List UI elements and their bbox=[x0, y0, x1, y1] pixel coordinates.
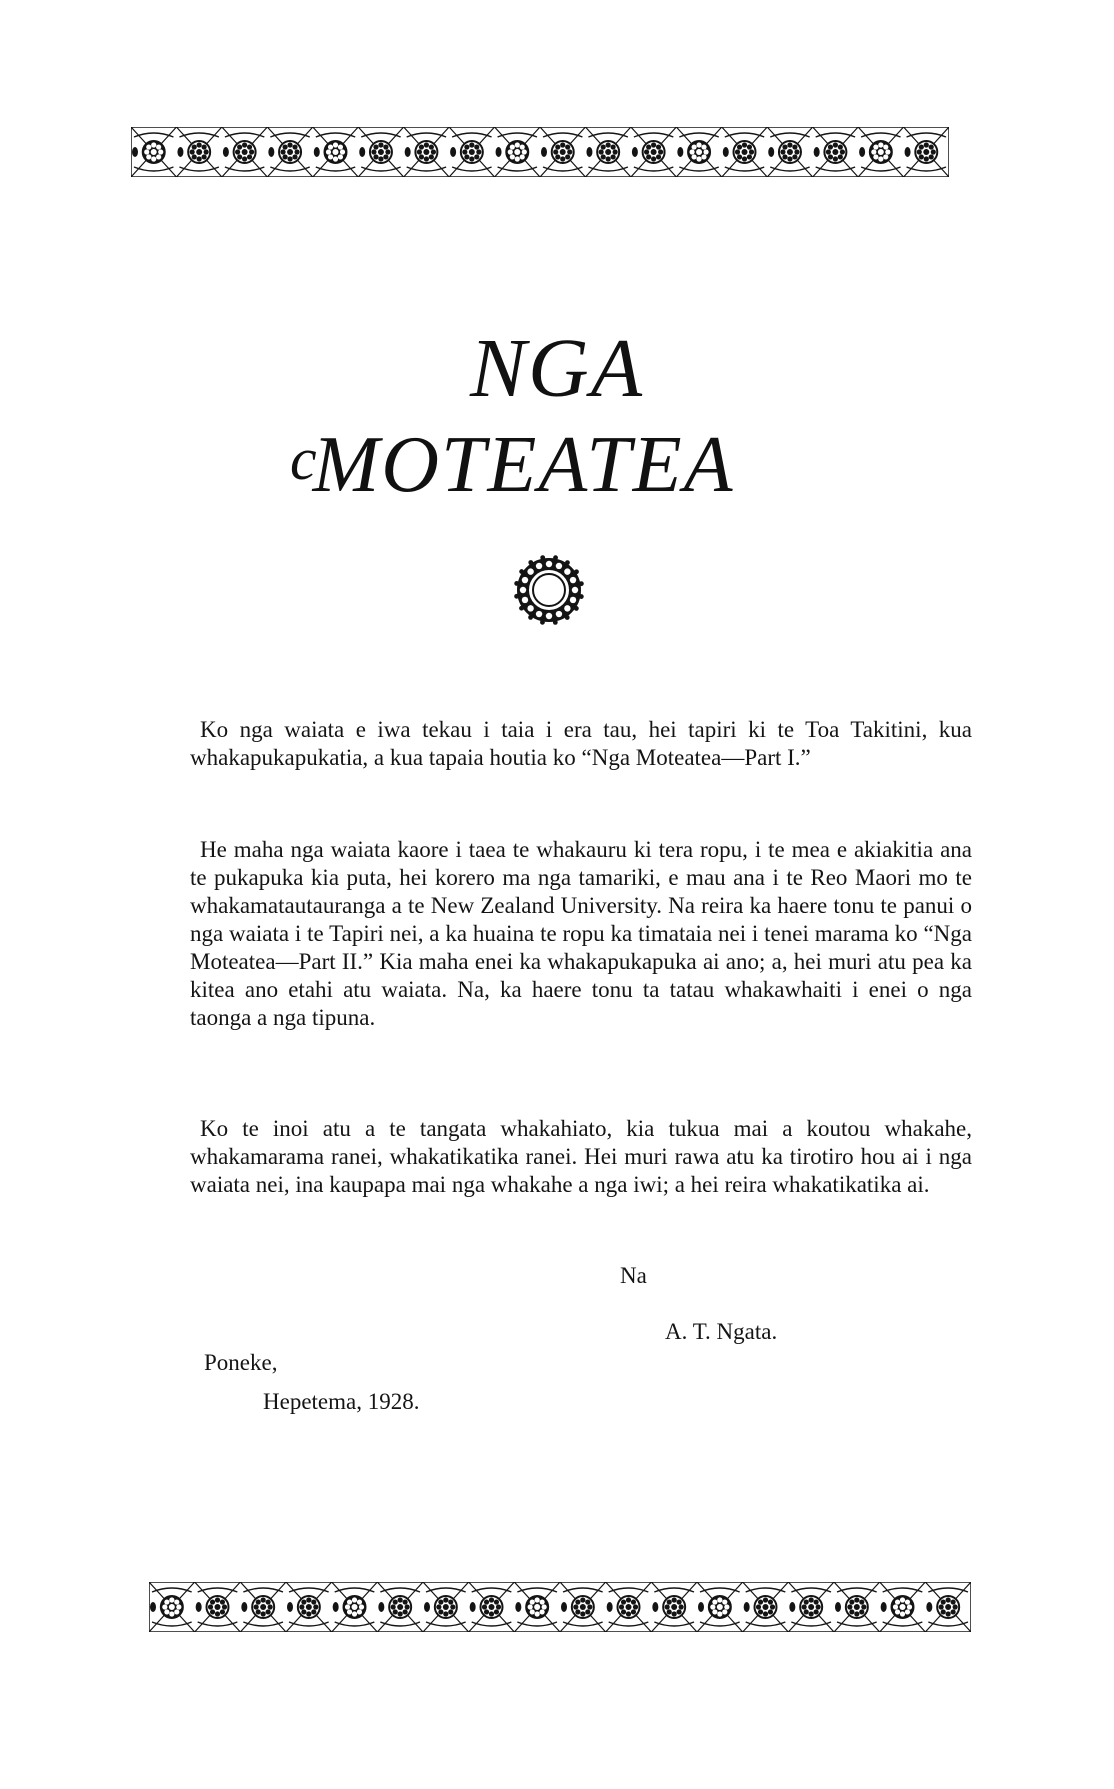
title-line-2-text: MOTEATEA bbox=[312, 421, 735, 509]
top-ornament-border bbox=[0, 127, 1114, 177]
title-swash-letter: c bbox=[290, 426, 319, 492]
signature-prefix: Na bbox=[620, 1263, 647, 1288]
floral-ornament-band-icon bbox=[131, 127, 949, 177]
paragraph-3: Ko te inoi atu a te tangata whakahiato, kia tukua mai a koutou whakahe, whakamarama ranei, whakatikatika ranei. Hei muri rawa atu ka tirotiro hou ai i nga waiata nei, ina kaupapa mai nga whakahe a nga iwi; a hei reira whakatikatika ai. bbox=[190, 1116, 972, 1197]
paragraph-1: Ko nga waiata e iwa tekau i taia i era tau, hei tapiri ki te Toa Takitini, kua whakapukapukatia, a kua tapaia houtia ko “Nga Moteatea—Part I.” bbox=[190, 717, 972, 770]
paragraph-2: He maha nga waiata kaore i taea te whakauru ki tera ropu, i te mea e akiakitia ana te pukapuka kia puta, hei korero ma nga tamariki, e mau ana i te Reo Maori mo te whakamatautauranga a te New Zealand University. Na reira ka haere tonu te panui o nga waiata i te Tapiri nei, a ka huaina te ropu ka timataia nei i tenei marama ko “Nga Moteatea—Part II.” Kia maha enei ka whakapukapuka ai ano; a, hei muri atu pea ka kitea ano etahi atu waiata. Na, ka haere tonu ta tatau whakawhaiti i enei o nga taonga a nga tipuna. bbox=[190, 837, 972, 1030]
signature-name: A. T. Ngata. bbox=[665, 1319, 778, 1344]
page-title-line-2 bbox=[290, 420, 735, 511]
date-line: Hepetema, 1928. bbox=[263, 1389, 420, 1414]
page-title-line-1: NGA bbox=[470, 322, 644, 415]
place-line: Poneke, bbox=[204, 1350, 278, 1375]
floral-ornament-band-icon bbox=[149, 1582, 971, 1632]
floral-wreath-icon bbox=[512, 553, 586, 627]
bottom-ornament-border bbox=[0, 1582, 1114, 1632]
